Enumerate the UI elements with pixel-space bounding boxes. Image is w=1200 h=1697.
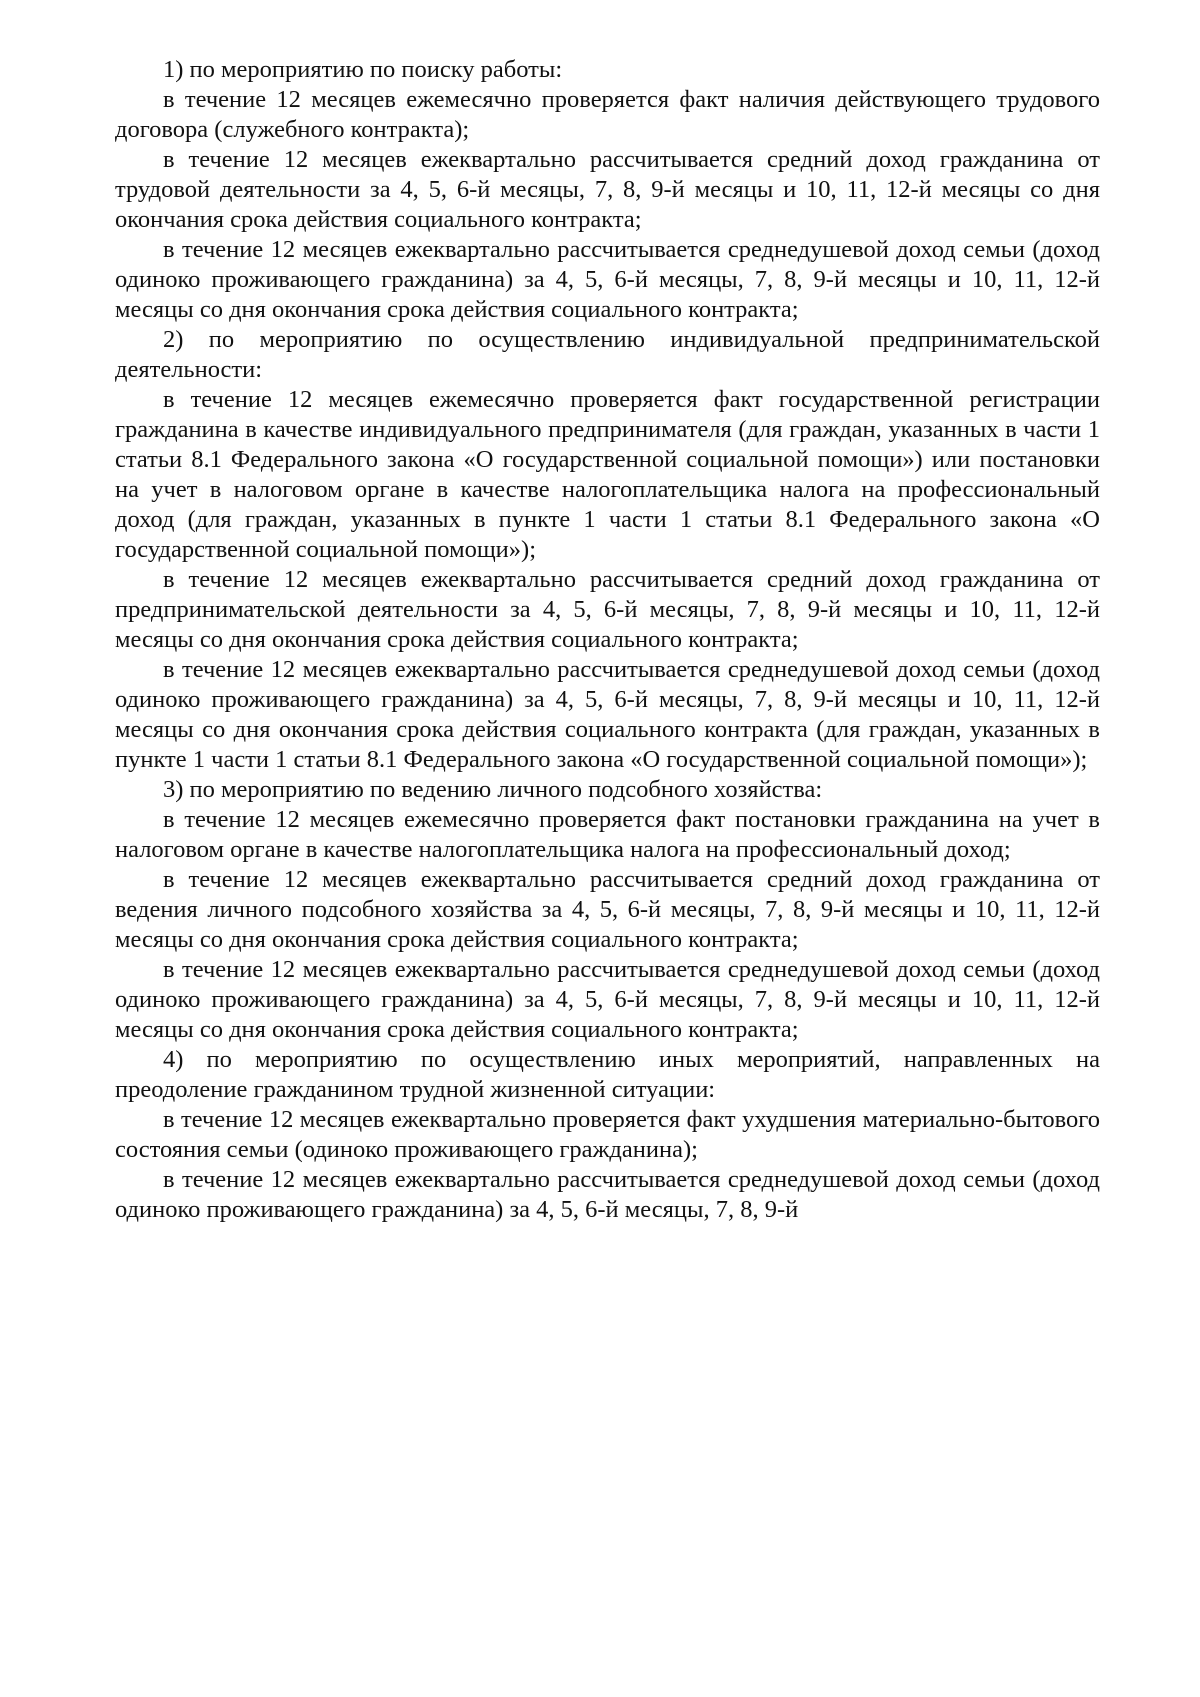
paragraph-4-heading: 4) по мероприятию по осуществлению иных мероприятий, направленных на преодоление гражданином трудной жизненной ситуации: (115, 1046, 1100, 1103)
document-page (115, 55, 1100, 1225)
paragraph: в течение 12 месяцев ежеквартально рассчитывается средний доход гражданина от предпринимательской деятельности за 4, 5, 6-й месяцы, 7, 8, 9-й месяцы и 10, 11, 12-й месяцы со дня окончания срока действия социального контракта; (115, 566, 1100, 653)
paragraph: в течение 12 месяцев ежеквартально рассчитывается среднедушевой доход семьи (доход одиноко проживающего гражданина) за 4, 5, 6-й месяцы, 7, 8, 9-й месяцы и 10, 11, 12-й месяцы со дня окончания срока действия социального контракта (для граждан, указанных в пункте 1 части 1 статьи 8.1 Федерального закона «О государственной социальной помощи»); (115, 656, 1100, 773)
paragraph: в течение 12 месяцев ежеквартально рассчитывается средний доход гражданина от ведения личного подсобного хозяйства за 4, 5, 6-й месяцы, 7, 8, 9-й месяцы и 10, 11, 12-й месяцы со дня окончания срока действия социального контракта; (115, 866, 1100, 953)
paragraph-3-heading: 3) по мероприятию по ведению личного подсобного хозяйства: (163, 776, 823, 803)
paragraph: в течение 12 месяцев ежеквартально рассчитывается среднедушевой доход семьи (доход одиноко проживающего гражданина) за 4, 5, 6-й месяцы, 7, 8, 9-й месяцы и 10, 11, 12-й месяцы со дня окончания срока действия социального контракта; (115, 236, 1100, 323)
paragraph: в течение 12 месяцев ежеквартально проверяется факт ухудшения материально-бытового состояния семьи (одиноко проживающего гражданина); (115, 1106, 1100, 1163)
paragraph: в течение 12 месяцев ежемесячно проверяется факт постановки гражданина на учет в налоговом органе в качестве налогоплательщика налога на профессиональный доход; (115, 806, 1100, 863)
paragraph: в течение 12 месяцев ежемесячно проверяется факт государственной регистрации гражданина в качестве индивидуального предпринимателя (для граждан, указанных в части 1 статьи 8.1 Федерального закона «О государственной социальной помощи») или постановки на учет в налоговом органе в качестве налогоплательщика налога на профессиональный доход (для граждан, указанных в пункте 1 части 1 статьи 8.1 Федерального закона «О государственной социальной помощи»); (115, 386, 1100, 563)
paragraph: в течение 12 месяцев ежеквартально рассчитывается среднедушевой доход семьи (доход одиноко проживающего гражданина) за 4, 5, 6-й месяцы, 7, 8, 9-й месяцы и 10, 11, 12-й месяцы со дня окончания срока действия социального контракта; (115, 956, 1100, 1043)
paragraph: в течение 12 месяцев ежеквартально рассчитывается средний доход гражданина от трудовой деятельности за 4, 5, 6-й месяцы, 7, 8, 9-й месяцы и 10, 11, 12-й месяцы со дня окончания срока действия социального контракта; (115, 146, 1100, 233)
paragraph: в течение 12 месяцев ежемесячно проверяется факт наличия действующего трудового договора (служебного контракта); (115, 86, 1100, 143)
paragraph-1-heading: 1) по мероприятию по поиску работы: (163, 56, 563, 83)
paragraph: в течение 12 месяцев ежеквартально рассчитывается среднедушевой доход семьи (доход одиноко проживающего гражданина) за 4, 5, 6-й месяцы, 7, 8, 9-й (115, 1166, 1100, 1223)
paragraph-2-heading: 2) по мероприятию по осуществлению индивидуальной предпринимательской деятельности: (115, 326, 1100, 383)
